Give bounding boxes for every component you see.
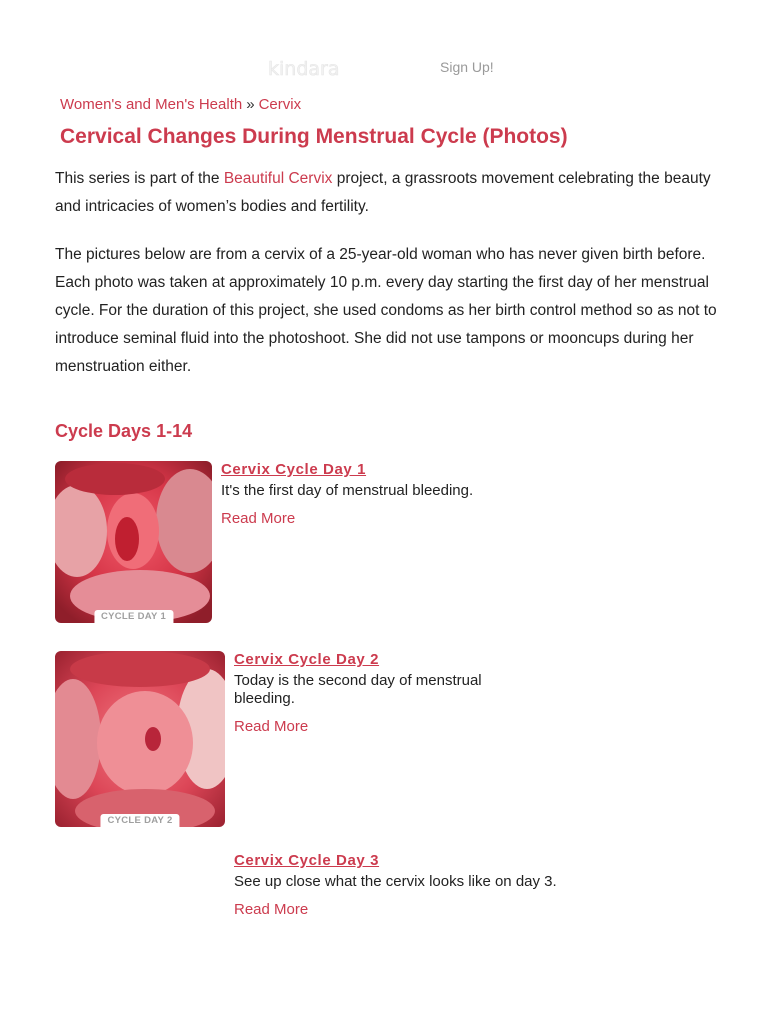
cycle-day-card bbox=[55, 852, 615, 952]
page-title: Cervical Changes During Menstrual Cycle (Photos) bbox=[60, 125, 568, 148]
read-more-link[interactable]: Read More bbox=[234, 718, 309, 735]
read-more-link[interactable]: Read More bbox=[234, 901, 309, 918]
beautiful-cervix-link[interactable]: Beautiful Cervix bbox=[223, 170, 333, 187]
card-description: Today is the second day of menstrual bleeding. bbox=[234, 672, 482, 707]
card-description: See up close what the cervix looks like on day 3. bbox=[234, 873, 557, 890]
card-text bbox=[234, 651, 534, 735]
site-logo[interactable] bbox=[262, 54, 372, 82]
thumbnail-caption: CYCLE DAY 1 bbox=[94, 610, 173, 623]
card-text bbox=[221, 461, 551, 527]
cycle-day-card bbox=[55, 461, 615, 623]
card-title-link[interactable]: Cervix Cycle Day 1 bbox=[221, 461, 367, 478]
card-description: It's the first day of menstrual bleeding. bbox=[221, 482, 474, 499]
article-intro bbox=[55, 165, 725, 381]
read-more-link[interactable]: Read More bbox=[221, 510, 296, 527]
card-title-link[interactable]: Cervix Cycle Day 3 bbox=[234, 852, 380, 869]
cycle-day-1-thumbnail[interactable] bbox=[55, 461, 212, 623]
sign-up-link[interactable]: Sign Up! bbox=[440, 59, 494, 75]
intro-paragraph bbox=[55, 165, 725, 221]
cervix-photo-icon bbox=[55, 461, 212, 623]
breadcrumb bbox=[60, 96, 301, 113]
svg-text:kindara: kindara bbox=[268, 58, 340, 80]
card-text bbox=[234, 852, 584, 918]
site-header bbox=[0, 50, 768, 86]
methodology-paragraph: The pictures below are from a cervix of a 25-year-old woman who has never given birth before. Each photo was taken at approximately 10 p.m. every day starting the first day of her menstrual cycle. For the duration of this project, she used condoms as her birth control method so as not to introduce seminal fluid into the photoshoot. She did not use tampons or mooncups during her menstruation either. bbox=[55, 246, 717, 375]
logo-icon bbox=[262, 54, 372, 82]
cycle-day-card bbox=[55, 651, 615, 827]
intro-text-after: project, a grassroots movement celebrating the beauty and intricacies of women’s bodies and fertility. bbox=[55, 170, 711, 215]
breadcrumb-separator: » bbox=[246, 96, 255, 113]
section-heading: Cycle Days 1-14 bbox=[55, 421, 193, 441]
breadcrumb-current-link[interactable]: Cervix bbox=[258, 96, 302, 113]
cycle-day-2-thumbnail[interactable] bbox=[55, 651, 225, 827]
breadcrumb-parent-link[interactable]: Women's and Men's Health bbox=[60, 96, 243, 113]
thumbnail-caption: CYCLE DAY 2 bbox=[100, 814, 179, 827]
cervix-photo-icon bbox=[55, 651, 225, 827]
intro-text-before: This series is part of the bbox=[55, 170, 224, 187]
card-title-link[interactable]: Cervix Cycle Day 2 bbox=[234, 651, 380, 668]
